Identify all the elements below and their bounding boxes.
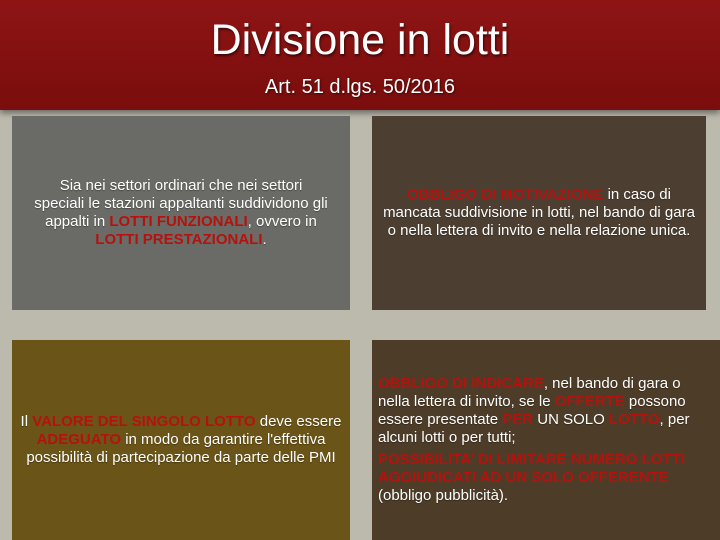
highlight-lotti-funzionali: LOTTI FUNZIONALI bbox=[109, 213, 248, 230]
highlight-adeguato: ADEGUATO bbox=[36, 431, 122, 448]
panel-text bbox=[20, 413, 342, 467]
panel-text bbox=[34, 177, 328, 249]
highlight-offerte: OFFERTE bbox=[554, 393, 625, 410]
highlight-valore-lotto: VALORE DEL SINGOLO LOTTO bbox=[32, 413, 256, 430]
text-run: , ovvero in bbox=[247, 213, 317, 230]
title-bar bbox=[0, 0, 720, 110]
highlight-obbligo-indicare: OBBLIGO DI INDICARE bbox=[378, 375, 544, 392]
highlight-lotti-prestazionali: LOTTI PRESTAZIONALI bbox=[95, 231, 263, 248]
text-run: , per alcuni lotti o per tutti; bbox=[378, 411, 690, 446]
highlight-lotto: LOTTO bbox=[608, 411, 660, 428]
panel-text bbox=[378, 186, 700, 240]
text-run: UN SOLO bbox=[533, 411, 609, 428]
panel-obbligo-motivazione bbox=[372, 116, 706, 310]
panel-valore-lotto bbox=[12, 340, 350, 540]
text-run: . bbox=[262, 231, 267, 248]
panel-lotti-funzionali bbox=[12, 116, 350, 310]
text-run: , nel bando di gara o nella lettera di invito, se le bbox=[378, 375, 681, 410]
text-run: in modo da garantire l'effettiva possibilità di partecipazione da parte delle PMI bbox=[26, 431, 336, 466]
slide-subtitle: Art. 51 d.lgs. 50/2016 bbox=[264, 76, 456, 98]
highlight-obbligo-motivazione: OBBLIGO DI MOTIVAZIONE bbox=[407, 186, 604, 203]
text-run: in caso di mancata suddivisione in lotti, nel bando di gara o nella lettera di invito e nella relazione unica. bbox=[383, 186, 695, 239]
text-run: possono essere presentate bbox=[378, 393, 686, 428]
panel-obbligo-indicare bbox=[372, 340, 720, 540]
text-run: (obbligo pubblicità). bbox=[378, 487, 509, 504]
highlight-per: PER bbox=[502, 411, 534, 428]
text-run: Il bbox=[20, 413, 33, 430]
paragraph-obbligo-indicare bbox=[378, 375, 716, 447]
text-run: Sia nei settori ordinari che nei settori speciali le stazioni appaltanti suddividono gli appalti in bbox=[34, 177, 328, 230]
slide-title: Divisione in lotti bbox=[210, 16, 510, 64]
highlight-possibilita: POSSIBILITA’ DI LIMITARE NUMERO LOTTI AGGIUDICATI AD UN SOLO OFFERENTE bbox=[378, 451, 685, 486]
paragraph-possibilita bbox=[378, 451, 716, 505]
text-run: deve essere bbox=[255, 413, 342, 430]
